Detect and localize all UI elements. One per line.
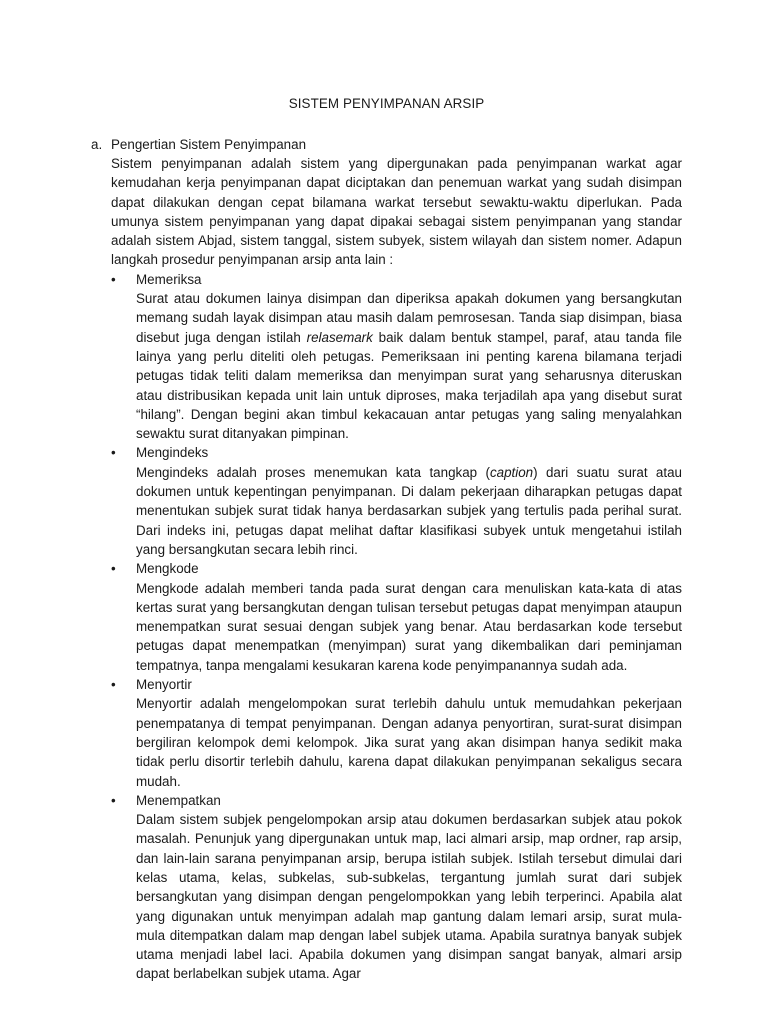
list-item-content: [136, 270, 682, 444]
list-item-text: [136, 463, 682, 559]
list-item-text: Menyortir adalah mengelompokan surat terlebih dahulu untuk memudahkan pekerjaan penempatanya di tempat penyimpanan. Dengan adanya penyortiran, surat-surat disimpan bergiliran kelompok demi kelompok. Jika surat yang akan disimpan hanya sedikit maka tidak perlu disortir terlebih dahulu, karena dapat dilakukan penyimpanan sekaligus secara mudah.: [136, 696, 682, 789]
italic-term: relasemark: [306, 329, 373, 345]
list-item-title: Memeriksa: [136, 271, 202, 287]
list-item: [111, 270, 682, 444]
text-segment: Surat atau dokumen lainya disimpan dan diperiksa apakah dokumen yang bersangkutan memang sudah layak disimpan atau masih dalam pemrosesan. Tanda siap disimpan, biasa disebut juga dengan istilah: [136, 291, 682, 345]
bullet-icon: •: [111, 445, 116, 461]
bullet-icon: •: [111, 561, 116, 577]
list-item-content: [136, 559, 682, 675]
procedure-list: [111, 270, 682, 984]
bullet-icon: •: [111, 677, 116, 693]
list-item-title: Menempatkan: [136, 792, 221, 808]
list-item-title: Mengindeks: [136, 445, 209, 461]
text-segment: Mengindeks adalah proses menemukan kata tangkap (: [136, 464, 490, 480]
list-item: [111, 675, 682, 791]
italic-term: caption: [489, 464, 534, 480]
list-item: [111, 559, 682, 675]
list-item: [111, 443, 682, 559]
section-body: [111, 154, 682, 984]
text-segment: baik dalam bentuk stampel, paraf, atau tanda file lainya yang perlu diteliti oleh petugas. Pemeriksaan ini penting karena bilamana terjadi petugas tidak teliti dalam memeriksa dan menyimpan surat yang seharusnya diteruskan atau distribusikan kepada unit lain untuk diproses, maka terjadilah apa yang disebut surat “hilang”. Dengan begini akan timbul kekacauan antar petugas yang saling menyalahkan sewaktu surat ditanyakan pimpinan.: [136, 329, 682, 442]
list-item-title: Mengkode: [136, 561, 199, 577]
section-heading: [91, 135, 682, 154]
bullet-icon: •: [111, 792, 116, 808]
section-letter: a.: [91, 137, 103, 152]
list-item-content: [136, 443, 682, 559]
text-segment: ) dari suatu surat atau dokumen untuk kepentingan penyimpanan. Di dalam pekerjaan diharapkan petugas dapat menentukan subjek surat tidak hanya berdasarkan subjek yang tertulis pada perihal surat. Dari indeks ini, petugas dapat melihat daftar klasifikasi subyek untuk mengetahui istilah yang bersangkutan secara lebih rinci.: [136, 464, 682, 557]
list-item-content: [136, 791, 682, 984]
list-item-title: Menyortir: [136, 677, 192, 693]
section-intro: Sistem penyimpanan adalah sistem yang dipergunakan pada penyimpanan warkat agar kemudahan kerja penyimpanan dapat diciptakan dan penemuan warkat yang sudah disimpan dapat dilakukan dengan cepat bilamana warkat tersebut sewaktu-waktu diperlukan. Pada umunya sistem penyimpanan yang dapat dipakai sebagai sistem penyimpanan yang standar adalah sistem Abjad, sistem tanggal, sistem subyek, sistem wilayah dan sistem nomer. Adapun langkah prosedur penyimpanan arsip anta lain :: [111, 156, 682, 268]
document-title: SISTEM PENYIMPANAN ARSIP: [288, 96, 485, 111]
list-item-text: Mengkode adalah memberi tanda pada surat dengan cara menuliskan kata-kata di atas kertas surat yang bersangkutan dengan tulisan tersebut petugas dapat menyimpan ataupun menempatkan surat sesuai dengan subjek yang benar. Atau berdasarkan kode tersebut petugas dapat menempatkan (menyimpan) surat yang dikembalikan dari peminjaman tempatnya, tanpa mengalami kesukaran karena kode penyimpanannya sudah ada.: [136, 580, 682, 673]
list-item-text: [136, 289, 682, 443]
list-item-text: Dalam sistem subjek pengelompokan arsip atau dokumen berdasarkan subjek atau pokok masalah. Penunjuk yang dipergunakan untuk map, laci almari arsip, map ordner, rap arsip, dan lain-lain sarana penyimpanan arsip, berupa istilah subjek. Istilah tersebut dimulai dari kelas utama, kelas, subkelas, sub-subkelas, tergantung jumlah surat dari subjek bersangkutan yang disimpan dengan pengelompokkan yang lebih terperinci. Apabila alat yang digunakan untuk menyimpan adalah map gantung dalam lemari arsip, surat mula-mula ditempatkan dalam map dengan label subjek utama. Apabila suratnya banyak subjek utama menjadi label laci. Apabila dokumen yang disimpan sangat banyak, almari arsip dapat berlabelkan subjek utama. Agar: [136, 812, 682, 982]
bullet-icon: •: [111, 271, 116, 287]
list-item-content: [136, 675, 682, 791]
list-item: [111, 791, 682, 984]
section-title: Pengertian Sistem Penyimpanan: [111, 137, 307, 152]
